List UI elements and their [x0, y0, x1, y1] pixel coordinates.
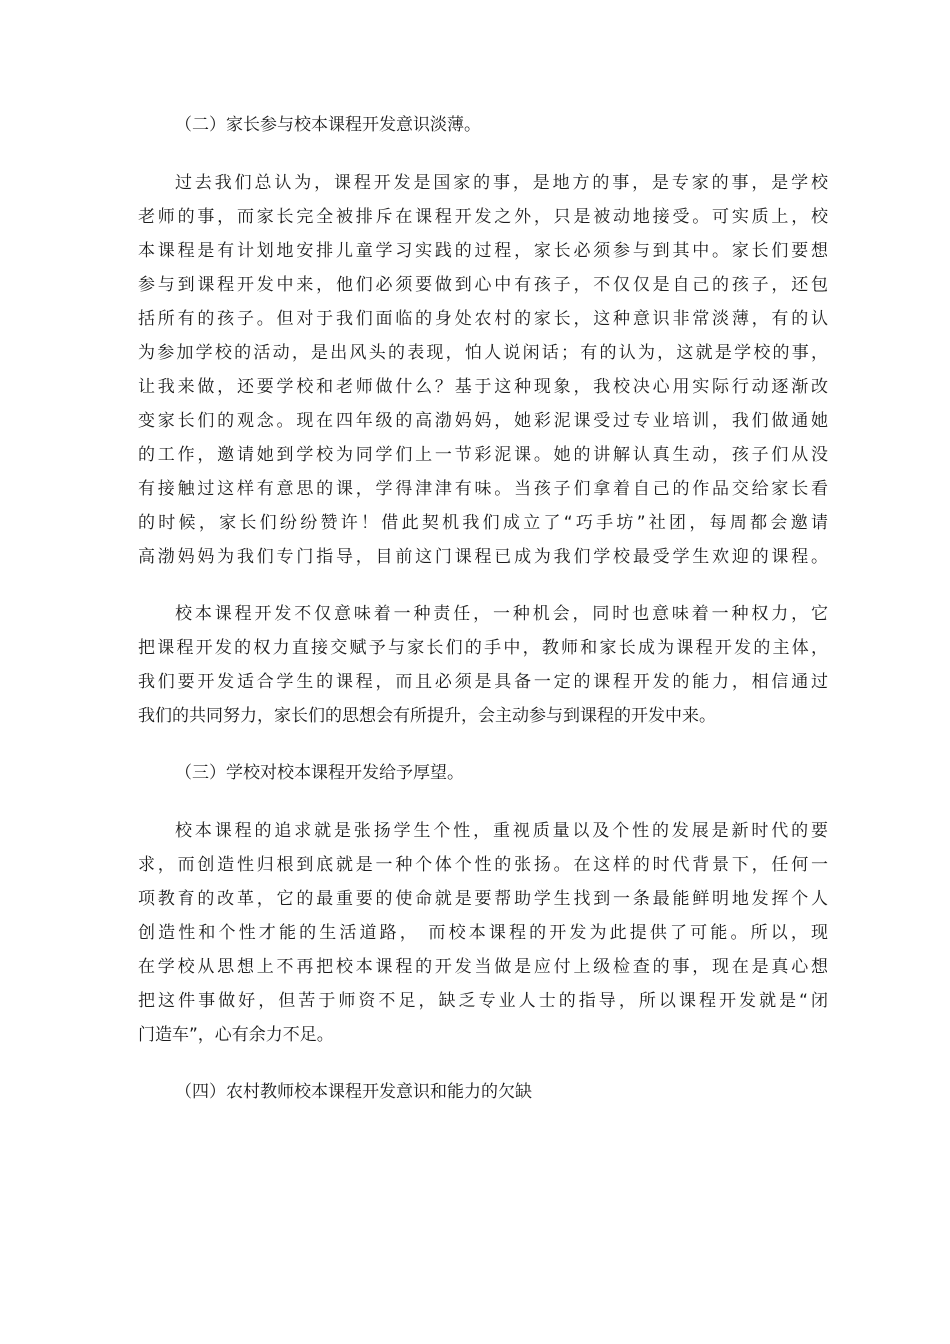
- section-heading-3: （三）学校对校本课程开发给予厚望。: [175, 763, 464, 783]
- section-heading-4: （四）农村教师校本课程开发意识和能力的欠缺: [175, 1082, 532, 1102]
- paragraph-line: 参与到课程开发中来，他们必须要做到心中有孩子，不仅仅是自己的孩子，还包: [138, 275, 828, 295]
- paragraph-line: 校本课程开发不仅意味着一种责任，一种机会，同时也意味着一种权力，它: [175, 604, 828, 624]
- paragraph-line: 在学校从思想上不再把校本课程的开发当做是应付上级检查的事，现在是真心想: [138, 957, 828, 977]
- paragraph-line: 过去我们总认为，课程开发是国家的事，是地方的事，是专家的事，是学校: [175, 173, 828, 193]
- section-heading-2: （二）家长参与校本课程开发意识淡薄。: [175, 115, 481, 135]
- paragraph-line: 变家长们的观念。现在四年级的高渤妈妈，她彩泥课受过专业培训，我们做通她: [138, 411, 828, 431]
- paragraph-line: 高渤妈妈为我们专门指导，目前这门课程已成为我们学校最受学生欢迎的课程。: [138, 547, 828, 567]
- paragraph-line: 我们要开发适合学生的课程，而且必须是具备一定的课程开发的能力，相信通过: [138, 672, 828, 692]
- paragraph-line: 创造性和个性才能的生活道路， 而校本课程的开发为此提供了可能。所以，现: [138, 923, 828, 943]
- paragraph-line: 老师的事，而家长完全被排斥在课程开发之外，只是被动地接受。可实质上，校: [138, 207, 828, 227]
- paragraph-line: 项教育的改革，它的最重要的使命就是要帮助学生找到一条最能鲜明地发挥个人: [138, 889, 828, 909]
- paragraph-line: 我们的共同努力，家长们的思想会有所提升，会主动参与到课程的开发中来。: [138, 706, 716, 726]
- paragraph-line: 为参加学校的活动，是出风头的表现，怕人说闲话；有的认为，这就是学校的事，: [138, 343, 828, 363]
- paragraph-line: 校本课程的追求就是张扬学生个性，重视质量以及个性的发展是新时代的要: [175, 821, 828, 841]
- paragraph-line: 括所有的孩子。但对于我们面临的身处农村的家长，这种意识非常淡薄，有的认: [138, 309, 828, 329]
- paragraph-line: 本课程是有计划地安排儿童学习实践的过程，家长必须参与到其中。家长们要想: [138, 241, 828, 261]
- paragraph-line: 有接触过这样有意思的课，学得津津有味。当孩子们拿着自己的作品交给家长看: [138, 479, 828, 499]
- paragraph-line: 把这件事做好，但苦于师资不足，缺乏专业人士的指导，所以课程开发就是“闭: [138, 991, 828, 1011]
- paragraph-line: 门造车”，心有余力不足。: [138, 1025, 334, 1045]
- paragraph-line: 求，而创造性归根到底就是一种个体个性的张扬。在这样的时代背景下，任何一: [138, 855, 828, 875]
- paragraph-line: 的工作，邀请她到学校为同学们上一节彩泥课。她的讲解认真生动，孩子们从没: [138, 445, 828, 465]
- paragraph-line: 把课程开发的权力直接交赋予与家长们的手中，教师和家长成为课程开发的主体，: [138, 638, 828, 658]
- paragraph-line: 的时候，家长们纷纷赞许！借此契机我们成立了“巧手坊”社团，每周都会邀请: [138, 513, 828, 533]
- paragraph-line: 让我来做，还要学校和老师做什么？基于这种现象，我校决心用实际行动逐渐改: [138, 377, 828, 397]
